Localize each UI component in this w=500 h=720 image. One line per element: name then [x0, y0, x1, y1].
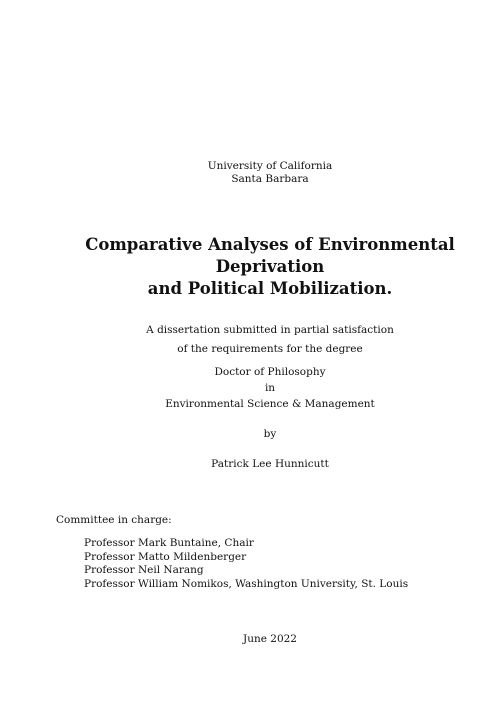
degree-block — [40, 364, 500, 412]
by-line: by — [263, 428, 277, 440]
committee-label: Committee in charge: — [56, 514, 172, 526]
committee-member: Professor Matto Mildenberger — [84, 550, 247, 563]
committee-member: Professor William Nomikos, Washington University, St. Louis — [84, 577, 409, 590]
title-line-2: and Political Mobilization. — [147, 279, 393, 298]
submission-line-2: of the requirements for the degree — [177, 343, 363, 355]
institution-block — [40, 160, 500, 186]
submission-line-1: A dissertation submitted in partial satisfaction — [146, 324, 394, 336]
degree-field: Environmental Science & Management — [165, 398, 375, 410]
submission-statement — [40, 321, 500, 359]
committee-list — [84, 537, 408, 591]
degree-connector: in — [264, 382, 276, 394]
university-name: University of California — [207, 160, 333, 172]
campus-name: Santa Barbara — [231, 173, 309, 185]
author-name: Patrick Lee Hunnicutt — [211, 458, 329, 470]
submission-date: June 2022 — [242, 633, 297, 645]
dissertation-title — [40, 234, 500, 300]
degree-name: Doctor of Philosophy — [214, 366, 326, 378]
title-line-1: Comparative Analyses of Environmental Deprivation — [85, 235, 455, 276]
committee-member: Professor Neil Narang — [84, 564, 204, 576]
committee-member: Professor Mark Buntaine, Chair — [84, 537, 254, 549]
